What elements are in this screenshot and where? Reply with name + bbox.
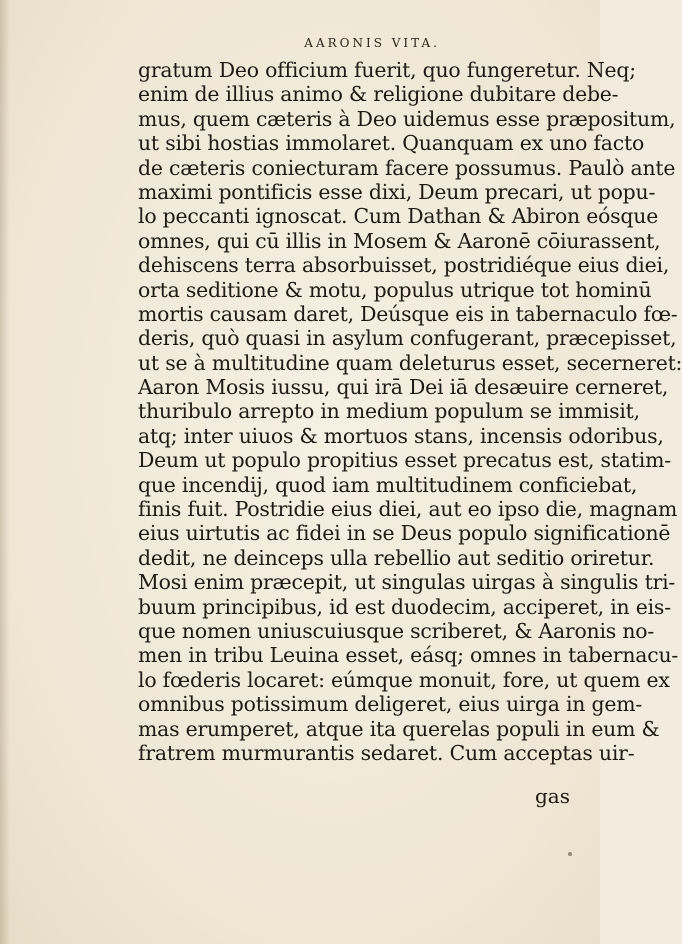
text-line: dehiscens terra absorbuisset, postridiéque eius diei, xyxy=(138,253,670,278)
text-line: mortis causam daret, Deúsque eis in tabernaculo fœ- xyxy=(138,301,678,326)
text-line: buum principibus, id est duodecim, acciperet, in eis- xyxy=(138,594,671,619)
body-text xyxy=(138,58,682,765)
text-line: Mosi enim præcepit, ut singulas uirgas à singulis tri- xyxy=(138,570,676,595)
text-line: ut se à multitudine quam deleturus esset, secerneret: xyxy=(138,350,682,375)
text-line: deris, quò quasi in asylum confugerant, præcepisset, xyxy=(138,326,677,351)
text-line: que incendij, quod iam multitudinem conficiebat, xyxy=(138,472,638,497)
text-line: atq; inter uiuos & mortuos stans, incensis odoribus, xyxy=(138,423,664,448)
text-line: que nomen uniuscuiusque scriberet, & Aaronis no- xyxy=(138,618,655,643)
text-line: mas erumperet, atque ita querelas populi in eum & xyxy=(138,716,660,741)
text-line: fratrem murmurantis sedaret. Cum acceptas uir- xyxy=(138,740,635,765)
text-line: thuribulo arrepto in medium populum se immisit, xyxy=(138,399,640,424)
text-line: finis fuit. Postridie eius diei, aut eo ipso die, magnam xyxy=(138,497,678,522)
text-line: mus, quem cæteris à Deo uidemus esse præpositum, xyxy=(138,106,676,131)
text-line: Deum ut populo propitius esset precatus est, statim- xyxy=(138,448,671,473)
text-line: gratum Deo officium fuerit, quo fungeretur. Neq; xyxy=(138,58,636,82)
text-line: ut sibi hostias immolaret. Quanquam ex uno facto xyxy=(138,131,645,156)
catchword: gas xyxy=(535,784,570,808)
text-line: omnibus potissimum deligeret, eius uirga in gem- xyxy=(138,692,643,717)
text-line: enim de illius animo & religione dubitare debe- xyxy=(138,82,619,107)
text-line: omnes, qui cū illis in Mosem & Aaronē cōiurassent, xyxy=(138,228,661,253)
text-line: Aaron Mosis iussu, qui irā Dei iā desæuire cerneret, xyxy=(138,375,669,400)
text-line: men in tribu Leuina esset, eásq; omnes in tabernacu- xyxy=(138,643,679,668)
text-line: lo fœderis locaret: eúmque monuit, fore, ut quem ex xyxy=(138,667,670,692)
text-line: de cæteris coniecturam facere possumus. Paulò ante xyxy=(138,155,676,180)
ink-spot xyxy=(568,852,572,856)
text-line: orta seditione & motu, populus utrique tot hominū xyxy=(138,277,652,302)
text-line: dedit, ne deinceps ulla rebellio aut seditio oriretur. xyxy=(138,545,655,570)
text-line: lo peccanti ignoscat. Cum Dathan & Abiron eósque xyxy=(138,204,659,229)
running-head: AARONIS VITA. xyxy=(304,36,440,50)
page-gutter-shadow xyxy=(0,0,10,944)
text-line: eius uirtutis ac fidei in se Deus populo significationē xyxy=(138,521,671,546)
text-line: maximi pontificis esse dixi, Deum precari, ut popu- xyxy=(138,179,656,204)
